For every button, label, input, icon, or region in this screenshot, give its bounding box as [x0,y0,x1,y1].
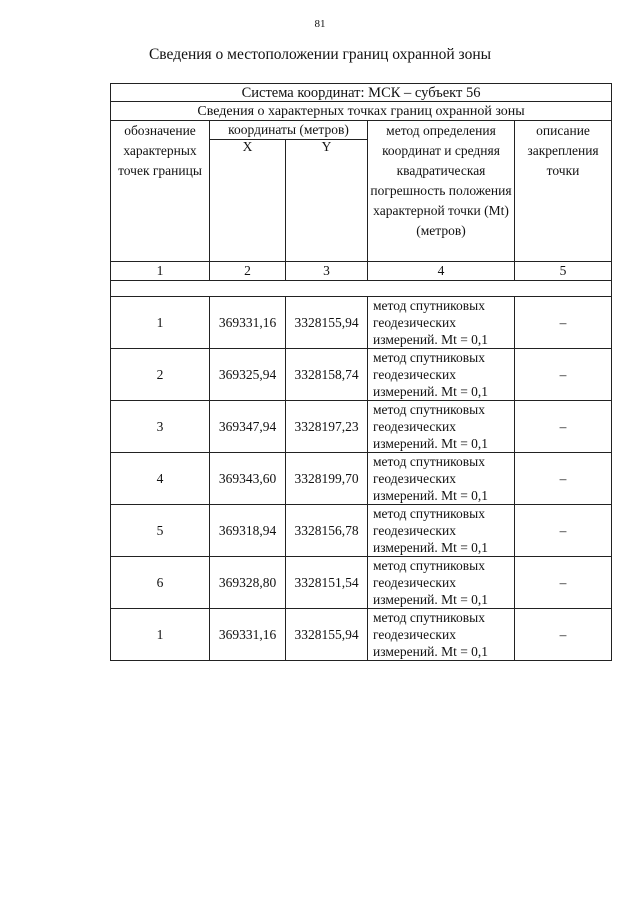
column-number: 2 [210,262,286,281]
method-cell: метод спутниковых геодезических измерений. Mt = 0,1 [368,349,515,401]
description-cell: – [515,401,612,453]
description-cell: – [515,557,612,609]
page-number: 81 [314,18,326,30]
table-row [111,557,612,609]
table-row [111,609,612,661]
method-cell: метод спутниковых геодезических измерений. Mt = 0,1 [368,557,515,609]
point-cell: 6 [111,557,210,609]
table-row [111,401,612,453]
header-x: X [210,140,286,262]
x-coordinate-cell: 369343,60 [210,453,286,505]
point-cell: 5 [111,505,210,557]
description-cell: – [515,453,612,505]
description-cell: – [515,297,612,349]
column-number: 5 [515,262,612,281]
x-coordinate-cell: 369328,80 [210,557,286,609]
coordinate-system-header: Система координат: МСК – субъект 56 [111,84,612,102]
point-cell: 3 [111,401,210,453]
x-coordinate-cell: 369331,16 [210,297,286,349]
description-cell: – [515,609,612,661]
column-number-row [111,262,612,281]
column-number: 3 [286,262,368,281]
header-point-label: обозначение характерных точек границы [111,121,210,262]
column-number: 1 [111,262,210,281]
y-coordinate-cell: 3328156,78 [286,505,368,557]
point-cell: 1 [111,297,210,349]
x-coordinate-cell: 369347,94 [210,401,286,453]
method-cell: метод спутниковых геодезических измерений. Mt = 0,1 [368,297,515,349]
spacer-row [111,281,612,297]
method-cell: метод спутниковых геодезических измерений. Mt = 0,1 [368,505,515,557]
description-cell: – [515,505,612,557]
y-coordinate-cell: 3328197,23 [286,401,368,453]
header-description: описание закрепления точки [515,121,612,262]
method-cell: метод спутниковых геодезических измерений. Mt = 0,1 [368,453,515,505]
description-cell: – [515,349,612,401]
header-method: метод определения координат и средняя квадратическая погрешность положения характерной точки (Mt) (метров) [368,121,515,262]
y-coordinate-cell: 3328199,70 [286,453,368,505]
header-coordinates: координаты (метров) [210,121,368,140]
point-cell: 1 [111,609,210,661]
table-row [111,453,612,505]
y-coordinate-cell: 3328155,94 [286,297,368,349]
document-title: Сведения о местоположении границ охранной зоны [148,46,492,63]
point-cell: 4 [111,453,210,505]
header-y: Y [286,140,368,262]
y-coordinate-cell: 3328151,54 [286,557,368,609]
x-coordinate-cell: 369331,16 [210,609,286,661]
table-subtitle: Сведения о характерных точках границ охранной зоны [111,102,612,121]
x-coordinate-cell: 369325,94 [210,349,286,401]
y-coordinate-cell: 3328158,74 [286,349,368,401]
point-cell: 2 [111,349,210,401]
method-cell: метод спутниковых геодезических измерений. Mt = 0,1 [368,609,515,661]
method-cell: метод спутниковых геодезических измерений. Mt = 0,1 [368,401,515,453]
table-row [111,297,612,349]
x-coordinate-cell: 369318,94 [210,505,286,557]
boundary-points-table [110,83,612,661]
table-row [111,505,612,557]
y-coordinate-cell: 3328155,94 [286,609,368,661]
table-row [111,349,612,401]
column-number: 4 [368,262,515,281]
